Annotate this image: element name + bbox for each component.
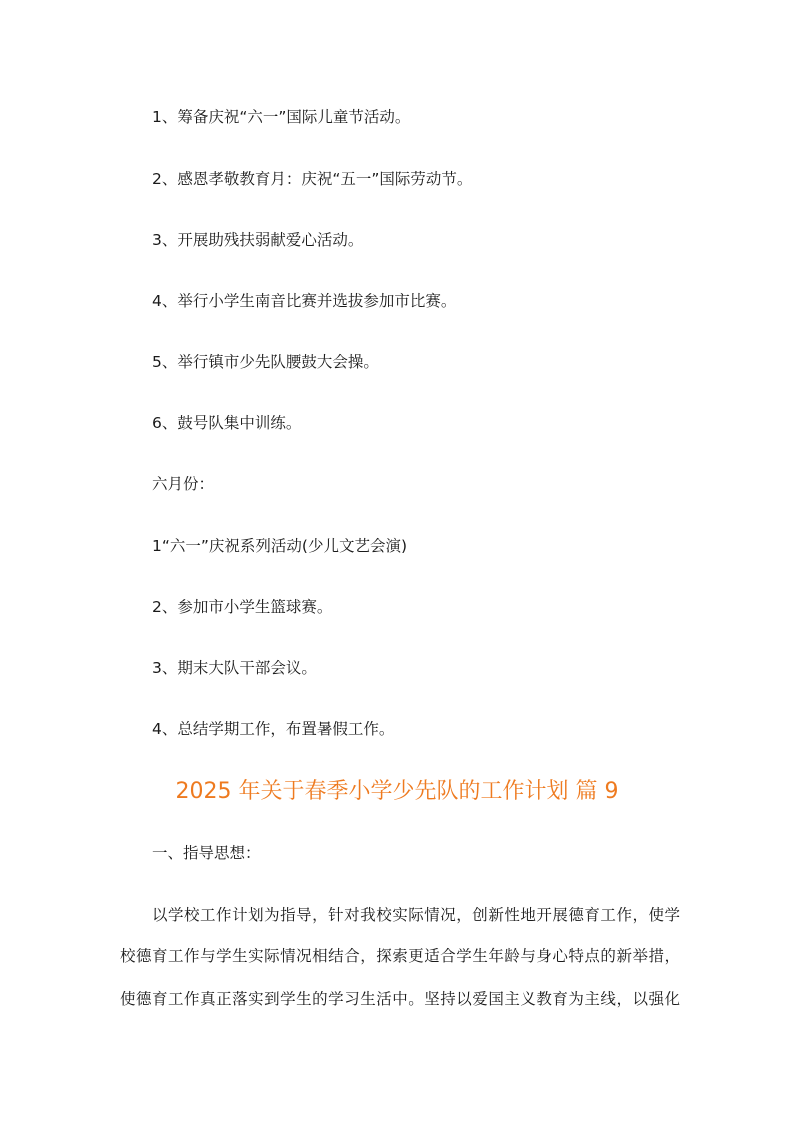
june-item-4: 4、总结学期工作，布置暑假工作。 — [152, 720, 395, 738]
june-label: 六月份： — [152, 475, 215, 493]
may-item-4: 4、举行小学生南音比赛并选拔参加市比赛。 — [152, 292, 457, 310]
may-item-3: 3、开展助残扶弱献爱心活动。 — [152, 231, 364, 249]
paragraph-line-3: 使德育工作真正落实到学生的学习生活中。坚持以爱国主义教育为主线，以强化 — [120, 990, 680, 1008]
may-item-2: 2、感恩孝敬教育月：庆祝“五一”国际劳动节。 — [152, 170, 473, 188]
june-item-2: 2、参加市小学生篮球赛。 — [152, 598, 333, 616]
june-item-1: 1“六一”庆祝系列活动(少儿文艺会演) — [152, 537, 408, 555]
may-item-6: 6、鼓号队集中训练。 — [152, 414, 302, 432]
june-item-3: 3、期末大队干部会议。 — [152, 659, 317, 677]
paragraph-line-1: 以学校工作计划为指导，针对我校实际情况，创新性地开展德育工作，使学 — [152, 906, 680, 924]
paragraph-line-2: 校德育工作与学生实际情况相结合，探索更适合学生年龄与身心特点的新举措， — [120, 947, 680, 965]
section-subheading: 一、指导思想： — [152, 844, 261, 862]
may-item-5: 5、举行镇市少先队腰鼓大会操。 — [152, 353, 379, 371]
may-item-1: 1、筹备庆祝“六一”国际儿童节活动。 — [152, 108, 411, 126]
section-title: 2025 年关于春季小学少先队的工作计划 篇 9 — [175, 779, 619, 804]
